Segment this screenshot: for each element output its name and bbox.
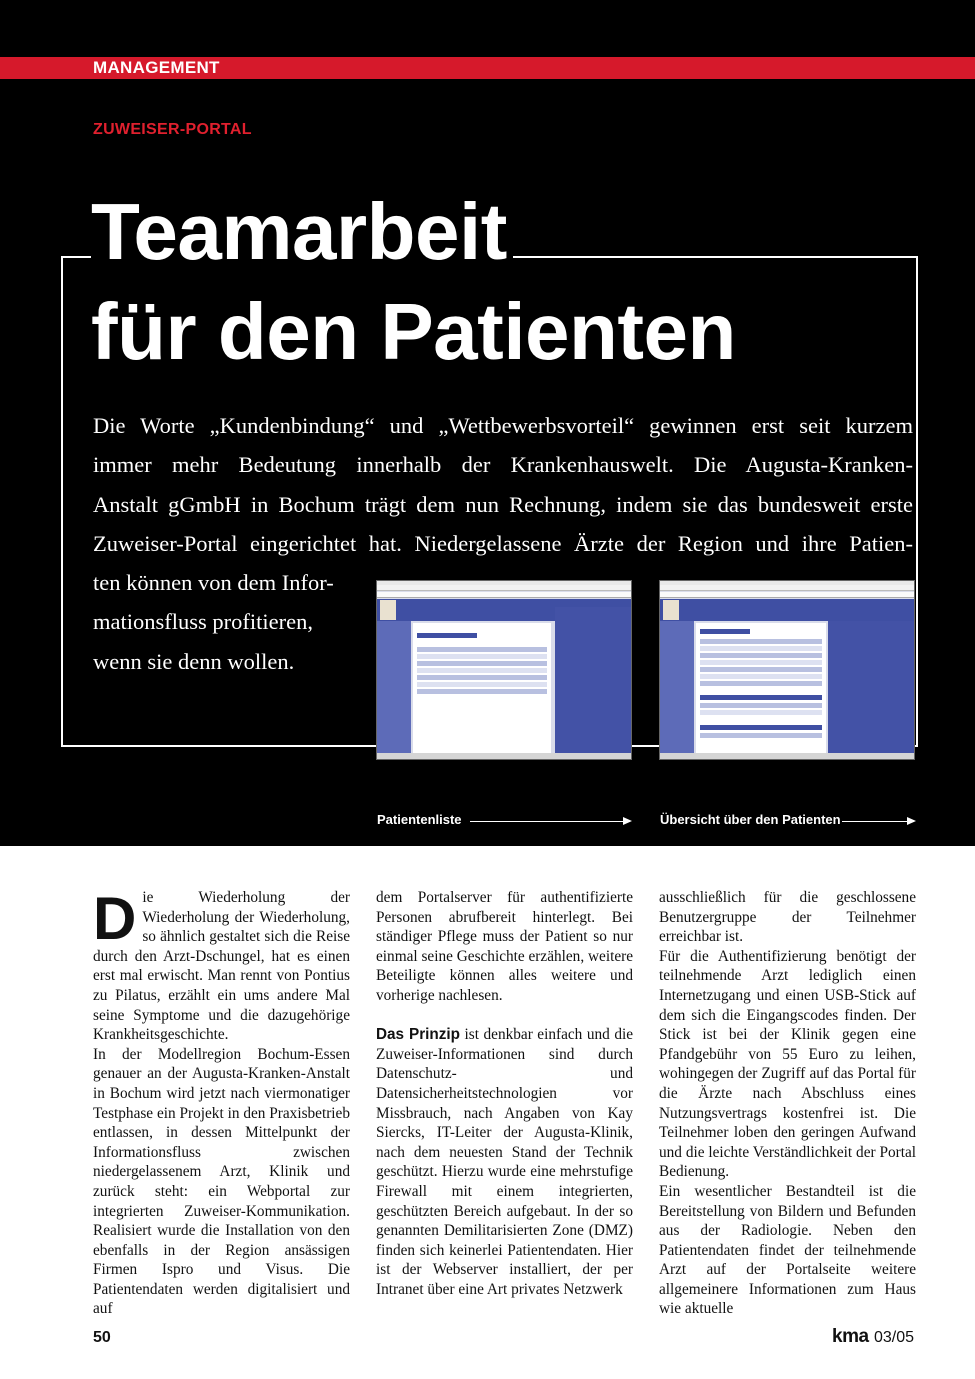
arrow-right-icon: [842, 821, 914, 822]
lead-line: Anstalt gGmbH in Bochum trägt dem nun Rechnung, indem sie das bundesweit erste: [93, 491, 913, 517]
headline: [91, 182, 742, 382]
body-paragraph: ausschließlich für die geschlossene Benutzergruppe der Teilnehmer erreichbar ist.: [659, 889, 916, 946]
portal-logo-icon: [380, 600, 396, 620]
body-column-2: [376, 888, 633, 1299]
lead-line: wenn sie denn wollen.: [93, 648, 295, 674]
body-paragraph: ie Wiederholung der Wiederholung der Wiederholung, so ähnlich gestaltet sich die Reise durch den Arzt-Dschungel, hat es einen erst mal erwischt. Man rennt von Pontius zu Pilatus, erzählt ein ums andere Mal seine Symptome und die dazugehörige Krankheitsgeschichte.: [93, 889, 350, 1044]
body-paragraph: Für die Authentifizierung benötigt der teilnehmende Arzt lediglich einen Internetzugang und einen USB-Stick auf dem sich die Eingangscodes finden. Der Stick ist bei der Klinik gegen eine Pfandgebühr von 55 Euro zu leihen, wohingegen der Zugriff auf das Portal für die Ärzte nach Abschluss eines Nutzungsvertrags kostenfrei ist. Die Teilnehmer loben den geringen Aufwand und die leichte Verständlichkeit der Portal Bedienung.: [659, 947, 916, 1181]
run-in-heading: Das Prinzip: [376, 1026, 461, 1044]
drop-cap: D: [93, 885, 137, 952]
headline-line-2: für den Patienten: [91, 282, 742, 382]
portal-logo-icon: [663, 600, 679, 620]
figure-caption-2: Übersicht über den Patienten: [660, 812, 841, 827]
body-text: ist denkbar einfach und die Zuweiser-Informationen sind durch Datenschutz- und Datensicherheitstechnologien vor Missbrauch, nach Angaben von Kay Siercks, IT-Leiter der Augusta-Klinik, nach dem neuesten Stand der Technik geschützt. Hierzu wurde eine mehrstufige Firewall mit einem integrierten, geschützten Bereich aufgebaut. In der so genannten Demilitarisierten Zone (DMZ) finden sich keinerlei Patientendaten. Hier ist der Webserver installiert, der per Intranet über eine Art privates Netzwerk: [376, 1026, 634, 1298]
body-paragraph: dem Portalserver für authentifizierte Personen abrufbereit hinterlegt. Bei ständiger Pflege muss der Patient so nur einmal seine Geschichte erzählen, weitere Beteiligte können alles weitere und vorherige nachlesen.: [376, 889, 633, 1004]
screenshot-patient-overview: [659, 580, 915, 760]
body-paragraph: Ein wesentlicher Bestandteil ist die Bereitstellung von Bildern und Befunden aus der Radiologie. Neben den Patientendaten findet der teilnehmende Arzt auf der Portalseite weitere allgemeinere Informationen zum Haus wie aktuelle: [659, 1182, 916, 1318]
lead-line: ten können von dem Infor-: [93, 570, 334, 596]
headline-line-1: Teamarbeit: [91, 182, 513, 282]
body-paragraph: [376, 1025, 633, 1299]
magazine-logo: kma: [832, 1326, 869, 1347]
lead-line: mationsfluss profitieren,: [93, 609, 313, 635]
lead-line: Zuweiser-Portal eingerichtet hat. Niedergelassene Ärzte der Region und ihre Patien-: [93, 530, 913, 556]
issue-number: 03/05: [874, 1329, 915, 1346]
figure-caption-1: Patientenliste: [377, 812, 462, 827]
page-number: 50: [93, 1329, 111, 1346]
body-paragraph: In der Modellregion Bochum-Essen genauer an der Augusta-Kranken-Anstalt in Bochum wird jetzt nach viermonatiger Testphase ein Projekt in den Praxisbetrieb entlassen, in dessen Mittelpunkt der Informationsfluss zwischen niedergelassenem Arzt, Klinik und zurück steht: ein Webportal zur integrierten Zuweiser-Kommunikation. Realisiert wurde die Installation von den ebenfalls in der Region ansässigen Firmen Ispro und Visus. Die Patientendaten werden digitalisiert und auf: [93, 1045, 350, 1318]
body-column-1: [93, 885, 350, 1319]
section-label: MANAGEMENT: [93, 58, 220, 77]
lead-line: Die Worte „Kundenbindung“ und „Wettbewerbsvorteil“ gewinnen erst seit kurzem: [93, 413, 913, 438]
arrow-right-icon: [470, 821, 630, 822]
body-column-3: [659, 888, 916, 1319]
kicker: ZUWEISER-PORTAL: [93, 121, 252, 138]
screenshot-patient-list: [376, 580, 632, 760]
lead-line: immer mehr Bedeutung innerhalb der Krankenhauswelt. Die Augusta-Kranken-: [93, 452, 913, 478]
